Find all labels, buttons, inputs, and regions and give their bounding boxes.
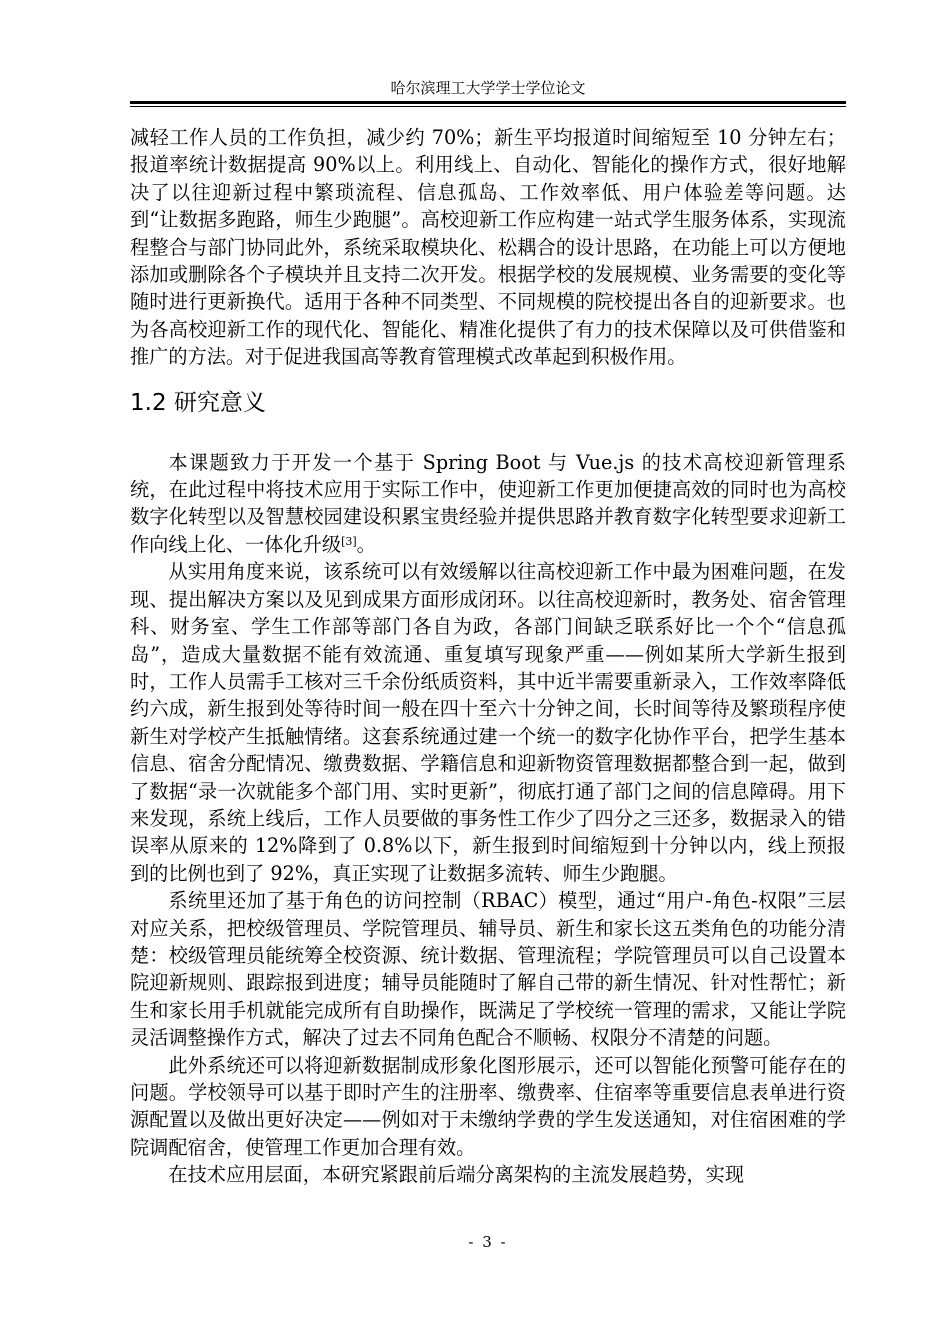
page-header-title: 哈尔滨理工大学学士学位论文	[390, 79, 586, 97]
paragraph-purpose-text: 本课题致力于开发一个基于 Spring Boot 与 Vue.js 的技术高校迎新管理系统，在此过程中将技术应用于实际工作中，使迎新工作更加便捷高效的同时也为高校数字化转型以及智慧校园建设积累宝贵经验并提供思路并教育数字化转型要求迎新工作向线上化、一体化升级	[130, 450, 846, 556]
paragraph-purpose-end: 。	[356, 532, 376, 556]
paragraph-rbac: 系统里还加了基于角色的访问控制（RBAC）模型，通过“用户-角色-权限”三层对应关系，把校级管理员、学院管理员、辅导员、新生和家长这五类角色的功能分清楚：校级管理员能统筹全校资源、统计数据、管理流程；学院管理员可以自己设置本院迎新规则、跟踪报到进度；辅导员能随时了解自己带的新生情况、针对性帮忙；新生和家长用手机就能完成所有自助操作，既满足了学校统一管理的需求，又能让学院灵活调整操作方式，解决了过去不同角色配合不顺畅、权限分不清楚的问题。	[130, 889, 846, 1050]
paragraph-purpose	[130, 449, 846, 559]
page-number: - 3 -	[468, 1233, 508, 1251]
paragraph-technical: 在技术应用层面，本研究紧跟前后端分离架构的主流发展趋势，实现	[168, 1163, 745, 1187]
paragraph-continued: 减轻工作人员的工作负担，减少约 70%；新生平均报道时间缩短至 10 分钟左右；报道率统计数据提高 90%以上。利用线上、自动化、智能化的操作方式，很好地解决了以往迎新过程中繁琐流程、信息孤岛、工作效率低、用户体验差等问题。达到“让数据多跑路，师生少跑腿”。高校迎新工作应构建一站式学生服务体系，实现流程整合与部门协同此外，系统采取模块化、松耦合的设计思路，在功能上可以方便地添加或删除各个子模块并且支持二次开发。根据学校的发展规模、业务需要的变化等随时进行更新换代。适用于各种不同类型、不同规模的院校提出各自的迎新要求。也为各高校迎新工作的现代化、智能化、精准化提供了有力的技术保障以及可供借鉴和推广的方法。对于促进我国高等教育管理模式改革起到积极作用。	[130, 126, 846, 369]
citation-reference: [3]	[341, 534, 357, 548]
page-body	[130, 124, 846, 1189]
paragraph-visualization: 此外系统还可以将迎新数据制成形象化图形展示，还可以智能化预警可能存在的问题。学校领导可以基于即时产生的注册率、缴费率、住宿率等重要信息表单进行资源配置以及做出更好决定——例如对于未缴纳学费的学生发送通知，对住宿困难的学院调配宿舍，使管理工作更加合理有效。	[130, 1053, 846, 1159]
header-rule-thin	[130, 106, 846, 107]
section-heading: 1.2 研究意义	[130, 389, 266, 416]
header-rule-thick	[130, 101, 846, 104]
paragraph-practical: 从实用角度来说，该系统可以有效缓解以往高校迎新工作中最为困难问题，在发现、提出解决方案以及见到成果方面形成闭环。以往高校迎新时，教务处、宿舍管理科、财务室、学生工作部等部门各自为政，各部门间缺乏联系好比一个个“信息孤岛”，造成大量数据不能有效流通、重复填写现象严重——例如某所大学新生报到时，工作人员需手工核对三千余份纸质资料，其中近半需要重新录入，工作效率降低约六成，新生报到处等待时间一般在四十至六十分钟之间，长时间等待及繁琐程序使新生对学校产生抵触情绪。这套系统通过建一个统一的数字化协作平台，把学生基本信息、宿舍分配情况、缴费数据、学籍信息和迎新物资管理数据都整合到一起，做到了数据“录一次就能多个部门用、实时更新”，彻底打通了部门之间的信息障碍。用下来发现，系统上线后，工作人员要做的事务性工作少了四分之三还多，数据录入的错误率从原来的 12%降到了 0.8%以下，新生报到时间缩短到十分钟以内，线上预报到的比例也到了 92%，真正实现了让数据多流转、师生少跑腿。	[130, 560, 846, 885]
